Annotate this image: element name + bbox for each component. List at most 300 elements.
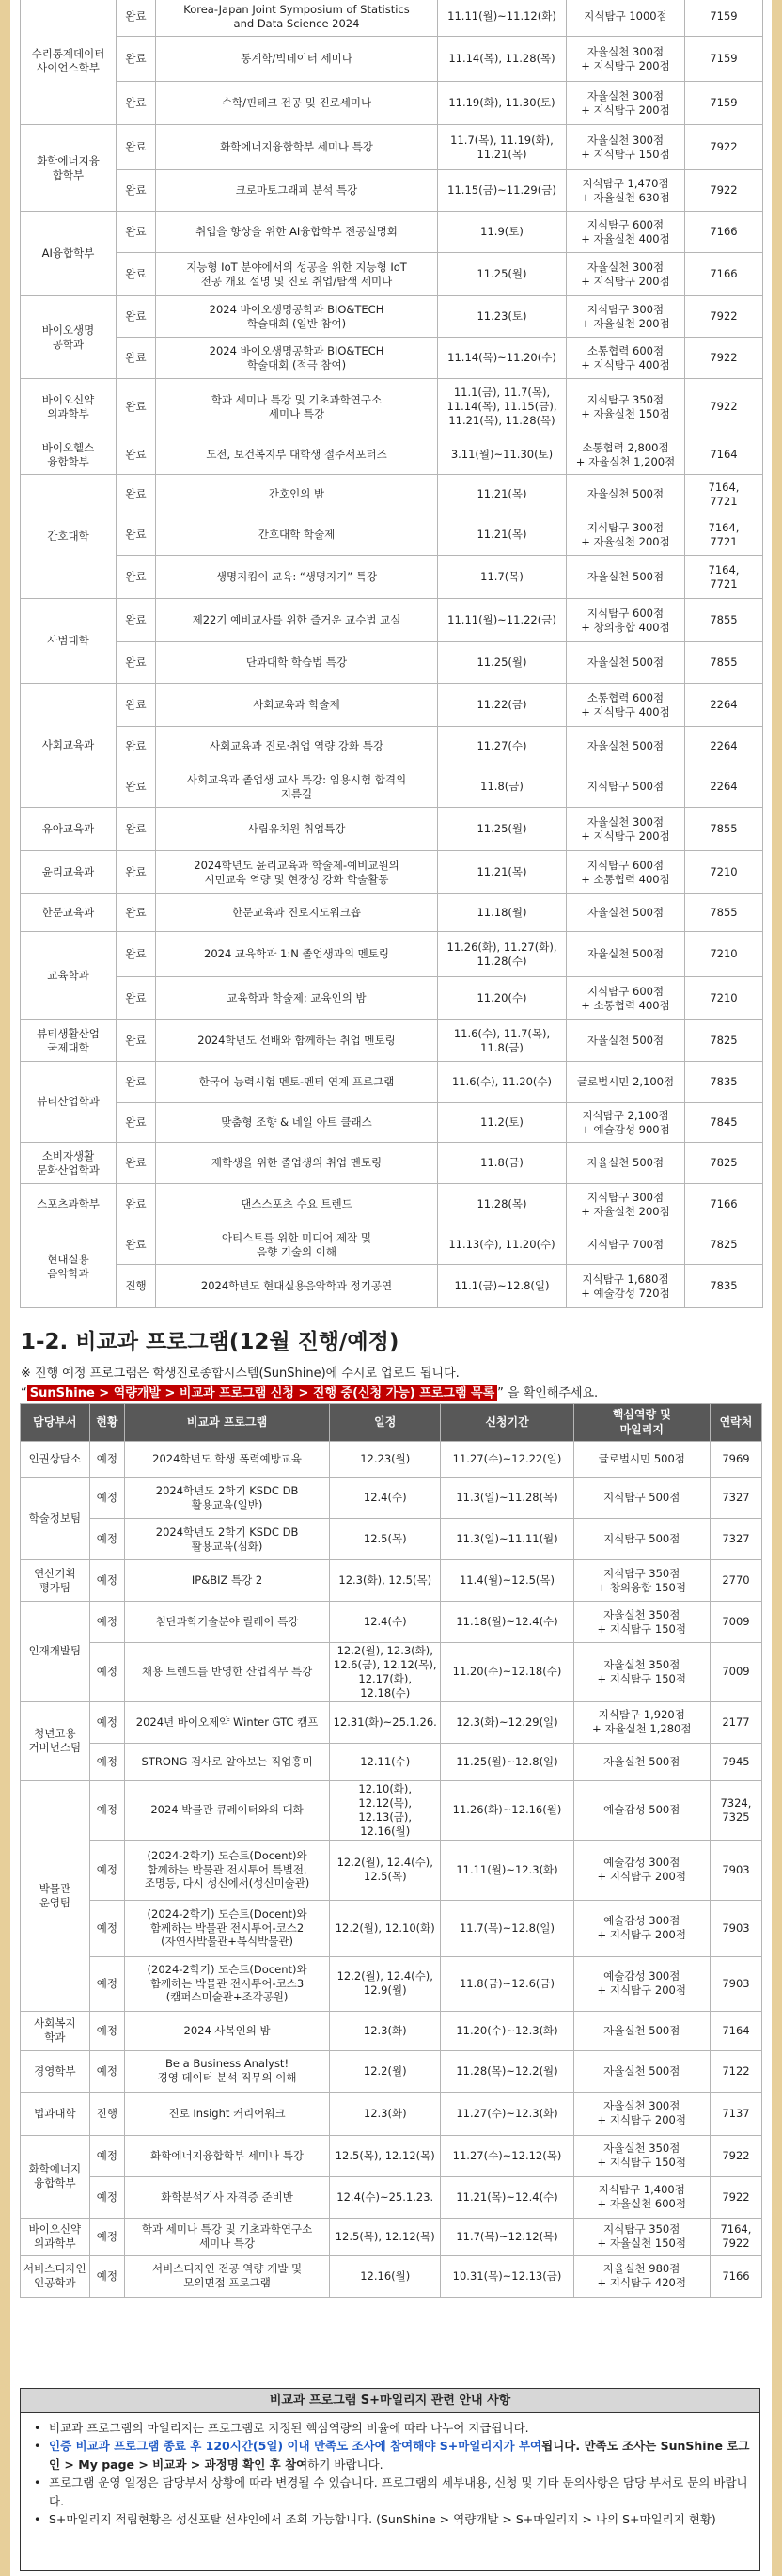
cell-line: 7825 (710, 1156, 738, 1170)
cell-line: (2024-2학기) 도슨트(Docent)와 (147, 1962, 307, 1976)
table-row (21, 379, 763, 435)
cell-line: 수리통계데이터 (31, 46, 105, 60)
cell-line: 2024 교육학과 1:N 졸업생과의 멘토링 (204, 947, 389, 961)
cell-line: 지식탐구 500점 (603, 1491, 680, 1505)
program-cell (156, 727, 438, 766)
cell-line: 도전, 보건복지부 대학생 절주서포터즈 (206, 448, 387, 462)
cell-line: AI융합학부 (41, 246, 95, 261)
cell-line: + 자율실천 200점 (581, 316, 670, 330)
cell-line: 합학부 (52, 167, 85, 182)
phone-cell (685, 556, 763, 599)
cell-line: 11.8(금)~12.6(금) (459, 1976, 555, 1990)
score-cell (573, 2135, 710, 2176)
table-row (21, 1701, 762, 1743)
cell-line: 12.3(화) (363, 2106, 407, 2120)
date-cell (330, 1478, 441, 1519)
apply-period-cell (441, 2176, 573, 2218)
table-row (21, 514, 763, 556)
date-cell (438, 435, 567, 475)
date-cell (438, 514, 567, 556)
cell-line: 바이오신약 (28, 2222, 82, 2236)
cell-line: 7922 (722, 2236, 750, 2250)
cell-line: 자율실천 350점 (603, 1657, 680, 1671)
cell-line: 완료 (125, 947, 147, 961)
cell-line: 11.11(월)~11.22(금) (447, 613, 556, 627)
cell-line: 한문교육과 (41, 906, 95, 920)
score-cell (567, 1062, 685, 1103)
cell-line: 11.1(금)~12.8(일) (454, 1279, 550, 1293)
score-cell (567, 37, 685, 82)
cell-line: 12.2(월), 12.10(화) (335, 1920, 435, 1935)
phone-cell (710, 2092, 761, 2135)
cell-line: 11.8(금) (480, 780, 524, 794)
program-cell (156, 1143, 438, 1184)
phone-cell (685, 37, 763, 82)
table-row (21, 0, 763, 37)
cell-line: 글로벌시민 500점 (598, 1452, 685, 1466)
cell-line: 7137 (722, 2106, 750, 2120)
cell-line: 화학에너지융 (37, 153, 100, 167)
cell-line: 완료 (125, 1197, 147, 1211)
cell-line: + 지식탐구 200점 (581, 58, 670, 72)
cell-line: 함께하는 박물관 전시투어-코스2 (149, 1920, 305, 1935)
cell-line: 단과대학 학습법 특강 (245, 656, 348, 670)
cell-line: 화학에너지 (28, 2162, 82, 2176)
score-cell (567, 212, 685, 253)
cell-line: 완료 (125, 570, 147, 584)
table-row (21, 851, 763, 894)
table-row (21, 2092, 762, 2135)
table-row (21, 642, 763, 684)
dept-cell (21, 296, 117, 379)
dept-cell (21, 684, 117, 808)
cell-line: 제22기 예비교사를 위한 즐거운 교수법 교실 (192, 613, 401, 627)
cell-line: 7922 (722, 2189, 750, 2204)
table-row (21, 1780, 762, 1840)
phone-cell (685, 599, 763, 642)
cell-line: 2024학년도 윤리교육과 학술제-예비교원의 (194, 858, 399, 872)
dept-cell (21, 379, 117, 435)
cell-line: 7922 (710, 309, 738, 324)
cell-line: 예정 (96, 1452, 117, 1466)
score-cell (573, 2218, 710, 2255)
cell-line: 7166 (710, 1197, 738, 1211)
cell-line: 예정 (96, 1573, 117, 1588)
cell-line: 진행 (96, 2106, 117, 2120)
date-cell (438, 932, 567, 977)
cell-line: 신청기간 (485, 1414, 529, 1429)
cell-line: 사범대학 (47, 634, 89, 648)
phone-cell (685, 1265, 763, 1308)
column-header (21, 1404, 90, 1442)
status-cell (89, 2011, 124, 2050)
table-row (21, 2135, 762, 2176)
date-cell (438, 475, 567, 514)
cell-line: 완료 (125, 448, 147, 462)
program-cell (125, 1840, 330, 1900)
cell-line: + 소통협력 400점 (581, 998, 670, 1012)
date-cell (438, 1265, 567, 1308)
cell-line: 11.25(월) (477, 267, 527, 281)
status-cell (89, 2092, 124, 2135)
cell-line: 문화산업학과 (37, 1162, 100, 1177)
cell-line: 11.8(금) (480, 1156, 524, 1170)
info-text: 비교과 프로그램의 마일리지는 프로그램로 지정된 핵심역량의 비율에 따라 나누어 지급됩니다. (49, 2421, 529, 2435)
cell-line: 2024 바이오생명공학과 BIO&TECH (209, 302, 384, 316)
score-cell (573, 2092, 710, 2135)
cell-line: 11.9(토) (480, 225, 524, 239)
info-item (32, 2437, 750, 2473)
status-cell (89, 1478, 124, 1519)
cell-line: 완료 (125, 1238, 147, 1252)
phone-cell (710, 1519, 761, 1560)
cell-line: 11.27(수)~12.3(화) (456, 2106, 558, 2120)
cell-line: 2024학년도 2학기 KSDC DB (155, 1483, 299, 1497)
score-cell (573, 1560, 710, 1602)
cell-line: (2024-2학기) 도슨트(Docent)와 (147, 1848, 307, 1862)
score-cell (567, 684, 685, 727)
cell-line: 12.2(월), 12.4(수), (336, 1969, 433, 1983)
cell-line: + 지식탐구 150점 (597, 1671, 686, 1685)
score-cell (567, 932, 685, 977)
status-cell (117, 766, 156, 808)
table-row (21, 2218, 762, 2255)
info-item (32, 2419, 750, 2437)
cell-line: 자율실천 300점 (586, 133, 665, 147)
cell-line: 소통협력 600점 (586, 343, 665, 357)
table-row (21, 338, 763, 379)
phone-cell (710, 2050, 761, 2092)
apply-period-cell (441, 1840, 573, 1900)
cell-line: 완료 (125, 96, 147, 110)
cell-line: 7210 (710, 865, 738, 879)
cell-line: 7835 (710, 1075, 738, 1089)
cell-line: 7325 (722, 1810, 750, 1824)
status-cell (117, 475, 156, 514)
cell-line: 완료 (125, 822, 147, 836)
cell-line: 융합학부 (47, 454, 89, 468)
date-cell (330, 1900, 441, 1956)
table-row (21, 1900, 762, 1956)
score-cell (573, 1442, 710, 1478)
apply-period-cell (441, 1701, 573, 1743)
phone-cell (685, 1062, 763, 1103)
apply-period-cell (441, 2218, 573, 2255)
status-cell (89, 1602, 124, 1643)
cell-line: 예정 (96, 2229, 117, 2243)
table-row (21, 1956, 762, 2011)
cell-line: 7845 (710, 1115, 738, 1130)
date-cell (438, 727, 567, 766)
cell-line: 7164, (708, 480, 740, 494)
cell-line: 12.5(목), 12.12(목) (335, 2229, 435, 2243)
table-row (21, 475, 763, 514)
date-cell (438, 1103, 567, 1143)
program-cell (156, 932, 438, 977)
dept-cell (21, 0, 117, 125)
cell-line: 7159 (710, 96, 738, 110)
cell-line: 7159 (710, 9, 738, 24)
cell-line: 7210 (710, 947, 738, 961)
phone-cell (685, 338, 763, 379)
cell-line: 핵심역량 및 (612, 1407, 671, 1421)
score-cell (573, 2050, 710, 2092)
cell-line: 3.11(월)~11.30(토) (450, 448, 554, 462)
cell-line: 11.7(목) (480, 570, 524, 584)
status-cell (89, 1442, 124, 1478)
cell-line: 12.3(화), 12.5(목) (338, 1573, 432, 1588)
cell-line: 11.23(토) (477, 309, 527, 324)
phone-cell (685, 1103, 763, 1143)
apply-period-cell (441, 1519, 573, 1560)
cell-line: 2264 (710, 698, 738, 712)
cell-line: 7164, (720, 2222, 752, 2236)
program-cell (125, 1602, 330, 1643)
cell-line: Korea-Japan Joint Symposium of Statistics (183, 2, 410, 16)
cell-line: 7324, (720, 1795, 752, 1810)
phone-cell (685, 1184, 763, 1225)
program-cell (156, 851, 438, 894)
phone-cell (685, 379, 763, 435)
dept-cell (21, 1780, 90, 2011)
cell-line: 맞춤형 조향 & 네일 아트 클래스 (221, 1115, 372, 1130)
table-row (21, 727, 763, 766)
cell-line: 자율실천 300점 (586, 814, 665, 829)
program-cell (156, 808, 438, 851)
cell-line: 학술대회 (적극 참여) (246, 357, 347, 371)
cell-line: 완료 (125, 9, 147, 24)
status-cell (89, 1560, 124, 1602)
cell-line: 11.14(목), 11.28(목) (448, 52, 555, 66)
cell-line: 12.5(목) (363, 1532, 407, 1546)
score-cell (573, 1701, 710, 1743)
program-cell (156, 125, 438, 170)
dept-cell (21, 1062, 117, 1143)
date-cell (438, 1020, 567, 1062)
cell-line: 예정 (96, 1715, 117, 1729)
cell-line: 11.7(목), 11.19(화), (450, 133, 554, 147)
apply-period-cell (441, 1743, 573, 1780)
cell-line: 7922 (710, 140, 738, 154)
cell-line: 비교과 프로그램 (186, 1414, 268, 1429)
phone-cell (685, 125, 763, 170)
program-cell (156, 82, 438, 125)
score-cell (573, 1478, 710, 1519)
status-cell (117, 170, 156, 212)
cell-line: 완료 (125, 656, 147, 670)
cell-line: 2264 (710, 780, 738, 794)
phone-cell (710, 1900, 761, 1956)
cell-line: 11.21(목) (477, 865, 527, 879)
phone-cell (685, 808, 763, 851)
program-cell (156, 599, 438, 642)
cell-line: 11.21(목) (477, 147, 527, 161)
cell-line: 7166 (710, 225, 738, 239)
cell-line: 12.2(월) (363, 2063, 407, 2078)
cell-line: 11.28(목) (477, 1197, 527, 1211)
phone-cell (685, 475, 763, 514)
cell-line: + 지식탐구 200점 (597, 1983, 686, 1997)
cell-line: 공학과 (52, 337, 85, 351)
cell-line: + 예술감성 720점 (581, 1286, 670, 1300)
dept-cell (21, 851, 117, 894)
cell-line: 학술대회 (일반 참여) (246, 316, 347, 330)
cell-line: 현황 (96, 1414, 118, 1429)
cell-line: 경영학부 (34, 2063, 76, 2078)
program-cell (156, 1103, 438, 1143)
cell-line: 바이오헬스 (41, 440, 95, 454)
program-cell (125, 1560, 330, 1602)
phone-cell (685, 684, 763, 727)
status-cell (117, 642, 156, 684)
info-list (21, 2413, 759, 2528)
cell-line: (캠퍼스미술관+조각공원) (165, 1990, 289, 2004)
cell-line: 2024 사복인의 밤 (183, 2023, 271, 2037)
score-cell (567, 338, 685, 379)
cell-line: 7009 (722, 1665, 750, 1679)
program-cell (125, 2092, 330, 2135)
dept-cell (21, 125, 117, 212)
cell-line: + 지식탐구 200점 (581, 274, 670, 288)
status-cell (117, 1225, 156, 1265)
cell-line: + 자율실천 1,280점 (592, 1722, 692, 1736)
score-cell (567, 642, 685, 684)
cell-line: 바이오신약 (41, 392, 95, 406)
table-row (21, 894, 763, 932)
status-cell (117, 338, 156, 379)
score-cell (573, 1602, 710, 1643)
cell-line: 경영 데이터 분석 직무의 이해 (157, 2071, 297, 2084)
apply-period-cell (441, 1602, 573, 1643)
cell-line: 11.3(일)~11.11(월) (456, 1532, 558, 1546)
program-cell (156, 1225, 438, 1265)
cell-line: 완료 (125, 1034, 147, 1048)
date-cell (330, 1560, 441, 1602)
cell-line: 학과 세미나 특강 및 기초과학연구소 (141, 2222, 313, 2236)
cell-line: 12.4(수) (363, 1615, 407, 1629)
cell-line: 예정 (96, 1920, 117, 1935)
cell-line: 7327 (722, 1532, 750, 1546)
dept-cell (21, 1225, 117, 1308)
cell-line: 12.6(금), 12.12(목), (333, 1657, 437, 1671)
cell-line: 지식탐구 350점 (603, 2222, 680, 2236)
cell-line: 11.8(금) (480, 1040, 524, 1054)
cell-line: 지식탐구 300점 (586, 520, 665, 534)
sunshine-menu-path[interactable]: SunShine > 역량개발 > 비교과 프로그램 신청 > 진행 중(신청 가능) 프로그램 목록 (27, 1385, 497, 1401)
cell-line: 11.6(수), 11.20(수) (451, 1075, 552, 1089)
table-row (21, 1143, 763, 1184)
cell-line: 지름길 (280, 786, 313, 800)
table-row (21, 808, 763, 851)
phone-cell (685, 642, 763, 684)
column-header (89, 1404, 124, 1442)
cell-line: 지식탐구 1000점 (584, 9, 667, 24)
score-cell (567, 296, 685, 338)
cell-line: 12.31(화)~25.1.26. (333, 1715, 437, 1729)
cell-line: (2024-2학기) 도슨트(Docent)와 (147, 1906, 307, 1920)
program-cell (156, 475, 438, 514)
dept-cell (21, 475, 117, 599)
phone-cell (685, 212, 763, 253)
date-cell (330, 1743, 441, 1780)
program-cell (156, 0, 438, 37)
phone-cell (710, 2176, 761, 2218)
status-cell (117, 1062, 156, 1103)
cell-line: 박물관 (39, 1881, 71, 1895)
table-row (21, 1560, 762, 1602)
cell-line: 7164, (708, 520, 740, 534)
cell-line: 완료 (125, 140, 147, 154)
score-cell (567, 556, 685, 599)
date-cell (330, 2218, 441, 2255)
date-cell (438, 338, 567, 379)
apply-period-cell (441, 1442, 573, 1478)
date-cell (330, 2050, 441, 2092)
program-cell (156, 977, 438, 1020)
status-cell (117, 435, 156, 475)
cell-line: + 지식탐구 200점 (597, 2113, 686, 2126)
score-cell (567, 475, 685, 514)
cell-line: 음향 기술의 이해 (256, 1244, 337, 1258)
cell-line: 10.31(목)~12.13(금) (452, 2268, 562, 2283)
score-cell (567, 808, 685, 851)
dept-cell (21, 1184, 117, 1225)
cell-line: 자율실천 500점 (586, 487, 665, 501)
score-cell (567, 894, 685, 932)
status-cell (117, 514, 156, 556)
cell-line: 11.7(목)~12.8(일) (459, 1920, 555, 1935)
cell-line: 소비자생활 (41, 1148, 95, 1162)
program-cell (156, 253, 438, 296)
program-cell (125, 1900, 330, 1956)
apply-period-cell (441, 1478, 573, 1519)
table-row (21, 684, 763, 727)
status-cell (117, 932, 156, 977)
table-row (21, 766, 763, 808)
date-cell (438, 379, 567, 435)
cell-line: 자율실천 500점 (603, 2063, 680, 2078)
cell-line: 12.23(월) (360, 1452, 411, 1466)
status-cell (117, 379, 156, 435)
cell-line: 예정 (96, 2189, 117, 2204)
program-cell (156, 684, 438, 727)
status-cell (89, 1519, 124, 1560)
program-cell (156, 435, 438, 475)
table-row (21, 2176, 762, 2218)
table-row (21, 1225, 763, 1265)
status-cell (117, 125, 156, 170)
cell-line: 모의면접 프로그램 (183, 2276, 271, 2289)
cell-line: 완료 (125, 487, 147, 501)
cell-line: 완료 (125, 991, 147, 1005)
cell-line: 세미나 특강 (198, 2236, 256, 2250)
cell-line: 자율실천 500점 (586, 906, 665, 920)
cell-line: 지식탐구 500점 (586, 780, 665, 794)
cell-line: + 자율실천 150점 (597, 2236, 686, 2250)
cell-line: 교육학과 (47, 969, 89, 983)
cell-line: 자율실천 350점 (603, 1607, 680, 1621)
cell-line: + 자율실천 200점 (581, 1204, 670, 1218)
cell-line: 11.18(월)~12.4(수) (456, 1615, 558, 1629)
cell-line: 평가팀 (39, 1580, 71, 1594)
cell-line: 완료 (125, 906, 147, 920)
cell-line: 예정 (96, 1615, 117, 1629)
cell-line: 자율실천 500점 (603, 1754, 680, 1768)
cell-line: 2024년 바이오제약 Winter GTC 캠프 (135, 1715, 319, 1729)
phone-cell (685, 1020, 763, 1062)
table-row (21, 1840, 762, 1900)
cell-line: 자율실천 300점 (586, 88, 665, 103)
